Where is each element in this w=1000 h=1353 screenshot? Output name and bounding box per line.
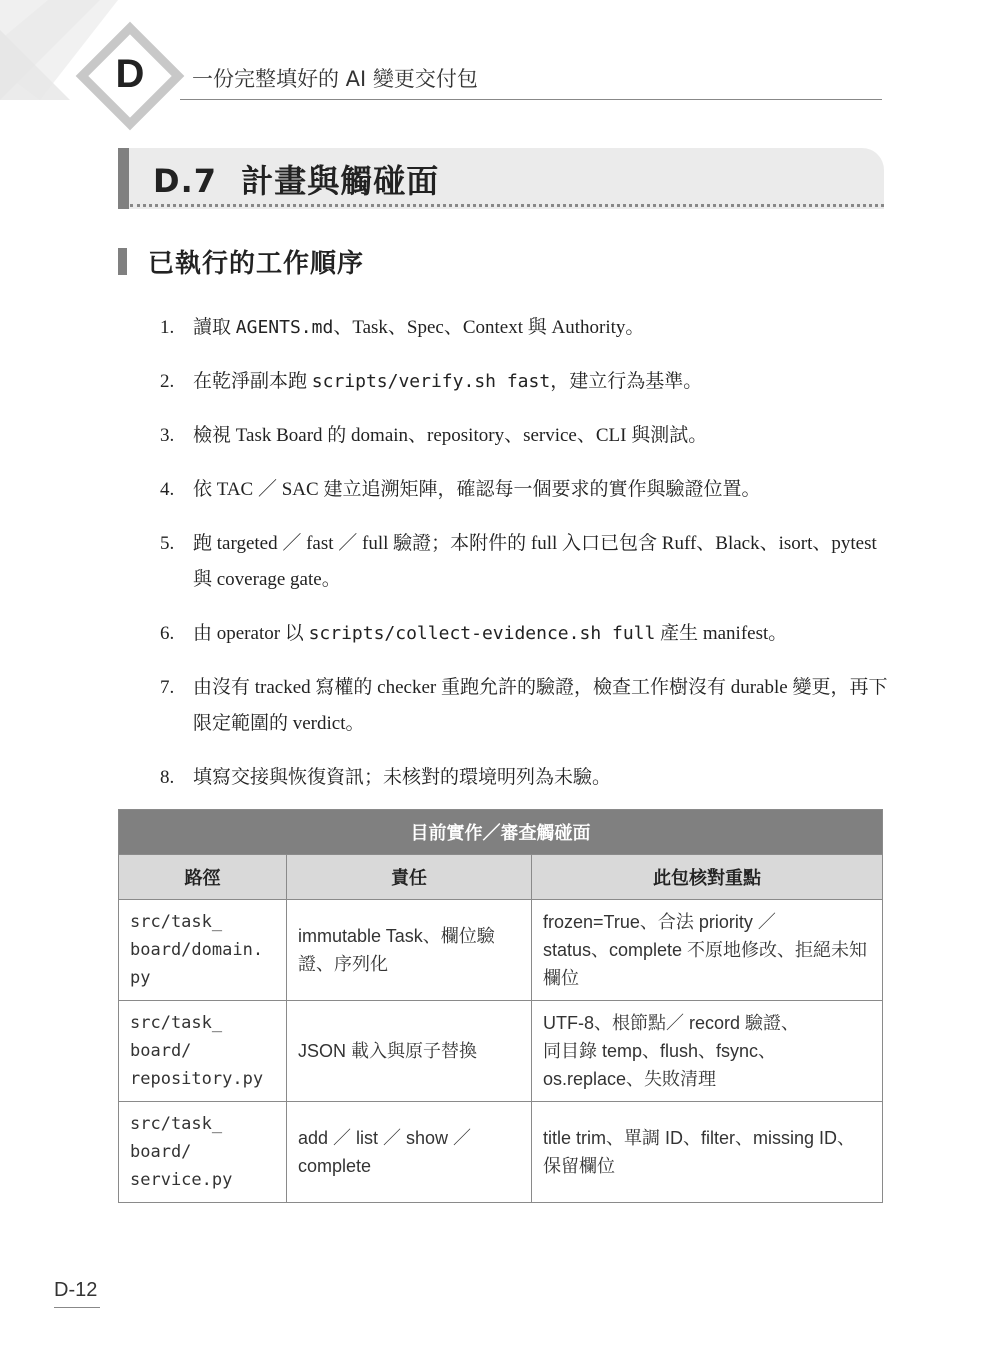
cell-responsibility: JSON 載入與原子替換 <box>287 1001 532 1102</box>
step-text: 由 operator 以 <box>193 623 309 644</box>
inline-code: scripts/collect-evidence.sh full <box>308 623 656 644</box>
section-title: D.7 計畫與觸碰面 <box>153 162 440 200</box>
step-text: 、Task、Spec、Context 與 Authority。 <box>333 317 645 338</box>
cell-checkpoints: title trim、單調 ID、filter、missing ID、保留欄位 <box>532 1102 883 1203</box>
step-number: 8. <box>160 767 175 788</box>
section-heading-dotted-rule <box>130 204 884 207</box>
column-header-checkpoints: 此包核對重點 <box>532 855 883 900</box>
chapter-letter: D <box>115 52 145 96</box>
step-number: 1. <box>160 317 175 338</box>
inline-code: AGENTS.md <box>235 317 334 338</box>
list-item <box>160 526 890 598</box>
column-header-responsibility: 責任 <box>287 855 532 900</box>
list-item <box>160 616 890 652</box>
step-number: 4. <box>160 479 175 500</box>
step-text: 讀取 <box>193 317 236 338</box>
step-text: 依 TAC ／ SAC 建立追溯矩陣，確認每一個要求的實作與驗證位置。 <box>193 479 761 500</box>
header-rule <box>180 99 882 100</box>
list-item <box>160 760 890 796</box>
cell-checkpoints: UTF-8、根節點／ record 驗證、 同目錄 temp、flush、fsync、 os.replace、失敗清理 <box>532 1001 883 1102</box>
step-number: 7. <box>160 677 175 698</box>
page-number: D-12 <box>54 1279 98 1301</box>
table-row <box>119 1001 883 1102</box>
inline-code: scripts/verify.sh fast <box>311 371 551 392</box>
step-text: 跑 targeted ／ fast ／ full 驗證；本附件的 full 入口已包含 Ruff、Black、isort、pytest 與 coverage gate。 <box>193 533 877 590</box>
cell-responsibility: immutable Task、欄位驗證、序列化 <box>287 900 532 1001</box>
section-heading-bar <box>118 148 129 209</box>
touch-surface-table <box>118 809 883 1203</box>
step-text: 填寫交接與恢復資訊；未核對的環境明列為未驗。 <box>193 767 612 788</box>
step-number: 2. <box>160 371 175 392</box>
subsection-title: 已執行的工作順序 <box>148 249 365 279</box>
column-header-path: 路徑 <box>119 855 287 900</box>
step-text: 在乾淨副本跑 <box>193 371 312 392</box>
cell-responsibility: add ／ list ／ show ／ complete <box>287 1102 532 1203</box>
list-item <box>160 472 890 508</box>
chapter-corner-decoration <box>0 0 200 140</box>
table-row <box>119 900 883 1001</box>
step-text: ，建立行為基準。 <box>550 371 703 392</box>
cell-path: src/task_ board/ service.py <box>119 1102 287 1203</box>
list-item <box>160 670 890 742</box>
cell-path: src/task_ board/ repository.py <box>119 1001 287 1102</box>
step-text: 產生 manifest。 <box>655 623 788 644</box>
list-item <box>160 364 890 400</box>
step-text: 由沒有 tracked 寫權的 checker 重跑允許的驗證，檢查工作樹沒有 durable 變更，再下限定範圍的 verdict。 <box>193 677 888 734</box>
list-item <box>160 418 890 454</box>
step-number: 6. <box>160 623 175 644</box>
step-number: 3. <box>160 425 175 446</box>
step-text: 檢視 Task Board 的 domain、repository、service、CLI 與測試。 <box>193 425 708 446</box>
subsection-bar <box>118 248 127 275</box>
step-number: 5. <box>160 533 175 554</box>
footer-rule <box>54 1307 100 1308</box>
table-caption: 目前實作／審查觸碰面 <box>119 810 883 855</box>
work-steps-list <box>160 310 890 814</box>
table-row <box>119 1102 883 1203</box>
cell-checkpoints: frozen=True、合法 priority ／ status、complete 不原地修改、拒絕未知欄位 <box>532 900 883 1001</box>
running-title: 一份完整填好的 AI 變更交付包 <box>192 67 478 91</box>
list-item <box>160 310 890 346</box>
cell-path: src/task_ board/domain. py <box>119 900 287 1001</box>
